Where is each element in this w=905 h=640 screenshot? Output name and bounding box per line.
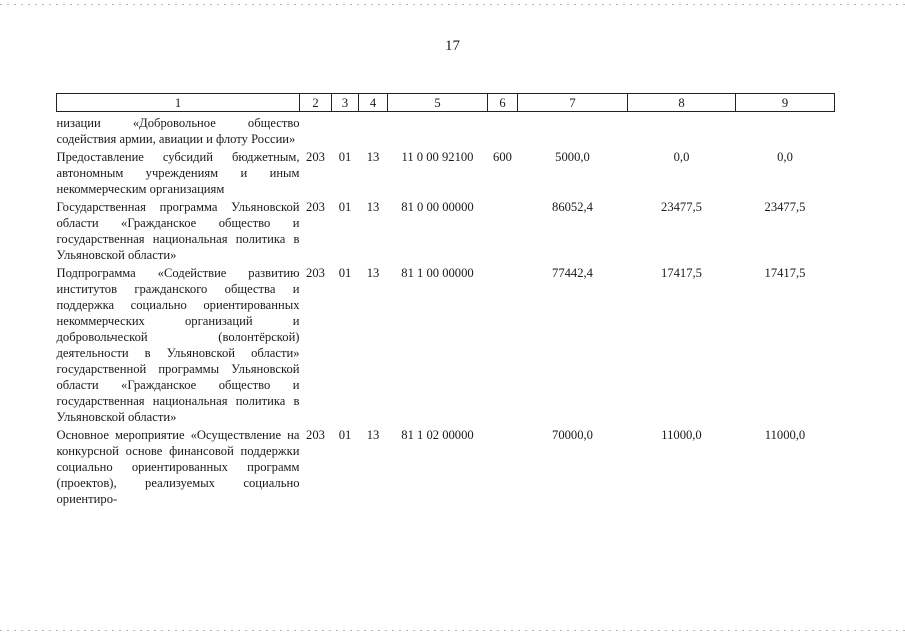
col-header-5: 5 — [388, 94, 488, 112]
table-row — [57, 112, 835, 148]
col-header-1: 1 — [57, 94, 300, 112]
col-header-6: 6 — [488, 94, 518, 112]
row-name: Государственная программа Ульяновской области «Гражданское общество и государственная национальная политика в Ульяновской области» — [56, 200, 300, 262]
cell-col-2: 203 — [306, 150, 325, 164]
cell-col-5: 81 0 00 00000 — [401, 200, 474, 214]
cell-col-8: 0,0 — [673, 150, 690, 164]
cell-col-7: 86052,4 — [552, 200, 593, 214]
cell-col-4: 13 — [366, 150, 380, 164]
row-name: Основное мероприятие «Осуществление на конкурсной основе финансовой поддержки социально ориентированных программ (проектов), реализуемых социально ориентиро- — [56, 428, 300, 506]
cell-col-6 — [488, 263, 518, 425]
row-name: Подпрограмма «Содействие развитию институтов гражданского общества и поддержка социально ориентированных некоммерческих организаций и добровольческой (волонтёрской) деятельности в Ульяновской области» государственной программы Ульяновской области «Гражданское общество и государственная национальная политика в Ульяновской области» — [56, 266, 300, 424]
cell-col-7: 70000,0 — [552, 428, 593, 442]
row-name: Предоставление субсидий бюджетным, автономным учреждениям и иным некоммерческим организациям — [56, 150, 300, 196]
cell-col-8 — [628, 112, 736, 148]
cell-col-2: 203 — [306, 200, 325, 214]
scan-edge-top — [0, 4, 905, 5]
cell-col-5 — [388, 112, 488, 148]
cell-col-8: 17417,5 — [661, 266, 702, 280]
cell-col-5: 11 0 00 92100 — [401, 150, 474, 164]
cell-col-7: 77442,4 — [552, 266, 593, 280]
cell-col-6 — [488, 112, 518, 148]
cell-col-3: 01 — [338, 200, 352, 214]
row-name: низации «Добровольное общество содействия армии, авиации и флоту России» — [56, 116, 300, 146]
cell-col-8: 11000,0 — [661, 428, 702, 442]
cell-col-5: 81 1 02 00000 — [401, 428, 474, 442]
col-header-8: 8 — [628, 94, 736, 112]
cell-col-5: 81 1 00 00000 — [401, 266, 474, 280]
cell-col-2: 203 — [306, 266, 325, 280]
cell-col-4: 13 — [366, 428, 380, 442]
cell-col-2: 203 — [306, 428, 325, 442]
cell-col-6 — [488, 425, 518, 507]
cell-col-8: 23477,5 — [661, 200, 702, 214]
col-header-3: 3 — [332, 94, 359, 112]
cell-col-3 — [332, 112, 359, 148]
cell-col-6: 600 — [493, 150, 512, 164]
cell-col-6 — [488, 197, 518, 263]
cell-col-9: 23477,5 — [764, 200, 806, 214]
cell-col-3: 01 — [338, 428, 352, 442]
budget-table — [56, 93, 835, 507]
col-header-9: 9 — [736, 94, 835, 112]
col-header-4: 4 — [359, 94, 388, 112]
cell-col-7 — [518, 112, 628, 148]
table-row — [57, 425, 835, 507]
cell-col-7: 5000,0 — [555, 150, 590, 164]
col-header-2: 2 — [300, 94, 332, 112]
cell-col-9: 17417,5 — [764, 266, 806, 280]
col-header-7: 7 — [518, 94, 628, 112]
header-row — [57, 94, 835, 112]
cell-col-2 — [300, 112, 332, 148]
table-row — [57, 147, 835, 197]
cell-col-9: 11000,0 — [764, 428, 806, 442]
page-number: 17 — [445, 38, 460, 54]
cell-col-4: 13 — [366, 200, 380, 214]
cell-col-4 — [359, 112, 388, 148]
table-row — [57, 263, 835, 425]
scan-edge-bottom — [0, 630, 905, 631]
cell-col-9: 0,0 — [777, 150, 793, 164]
table-row — [57, 197, 835, 263]
cell-col-3: 01 — [338, 150, 352, 164]
cell-col-9 — [736, 112, 835, 148]
cell-col-4: 13 — [366, 266, 380, 280]
cell-col-3: 01 — [338, 266, 352, 280]
